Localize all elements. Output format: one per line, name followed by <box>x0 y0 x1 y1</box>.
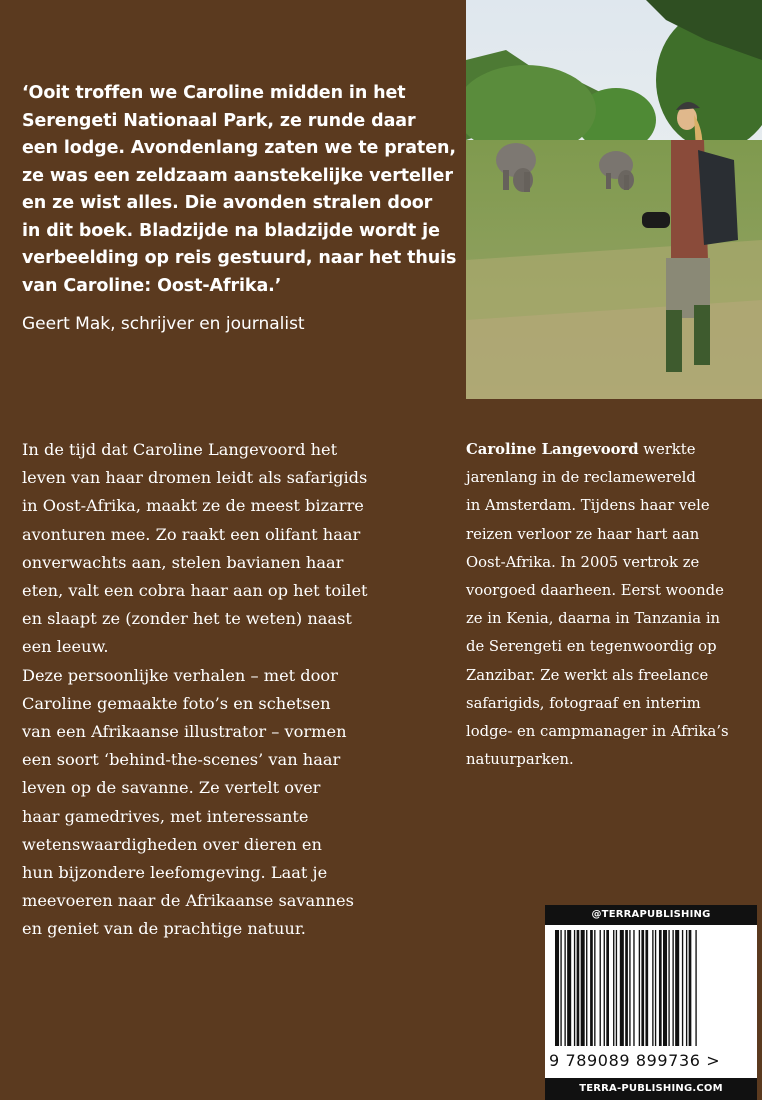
barcode-bar <box>652 930 653 1046</box>
description-line: in Oost-Afrika, maakt ze de meest bizarre <box>22 496 364 516</box>
barcode-bar <box>581 930 585 1046</box>
barcode-bar <box>613 930 614 1046</box>
description-line: en geniet van de prachtige natuur. <box>22 919 306 939</box>
isbn-arrow: > <box>706 1051 721 1070</box>
barcode-bar <box>586 930 587 1046</box>
bio-line: voorgoed daarheen. Eerst woonde <box>466 582 724 600</box>
barcode-bar <box>625 930 628 1046</box>
bio-line: reizen verloor ze haar hart aan <box>466 525 700 543</box>
barcode-bar <box>606 930 609 1046</box>
barcode-bar <box>639 930 640 1046</box>
bio-line: lodge- en campmanager in Afrika’s <box>466 723 729 741</box>
description-line: Caroline gemaakte foto’s en schetsen <box>22 693 331 713</box>
barcode-bar <box>590 930 593 1046</box>
quote-block <box>22 80 457 300</box>
publisher-website: TERRA-PUBLISHING.COM <box>545 1078 757 1100</box>
barcode-bar <box>633 930 634 1046</box>
description-line: wetenswaardigheden over dieren en <box>22 834 322 854</box>
quote-line: verbeelding op reis gestuurd, naar het thuis <box>22 248 457 268</box>
description-line: leven op de savanne. Ze vertelt over <box>22 778 321 798</box>
barcode-bar <box>600 930 601 1046</box>
social-handle: @TERRAPUBLISHING <box>545 905 757 925</box>
barcode-bar <box>682 930 683 1046</box>
barcode-panel <box>545 905 757 1100</box>
description-line: hun bijzondere leefomgeving. Laat je <box>22 863 328 883</box>
isbn-digits: 9 789089 899736 <box>549 1051 701 1070</box>
description-line: onverwachts aan, stelen bavianen haar <box>22 552 344 572</box>
bio-line: Zanzibar. Ze werkt als freelance <box>466 666 709 684</box>
description-line: een leeuw. <box>22 637 109 657</box>
quote-line: in dit boek. Bladzijde na bladzijde wordt je <box>22 220 440 241</box>
barcode-bar <box>663 930 667 1046</box>
description-line: haar gamedrives, met interessante <box>22 806 309 826</box>
barcode-bar <box>672 930 673 1046</box>
author-bio <box>466 436 762 774</box>
description-line: Deze persoonlijke verhalen – met door <box>22 665 338 685</box>
barcode-bar <box>659 930 662 1046</box>
barcode-bar <box>560 930 561 1046</box>
bio-line: in Amsterdam. Tijdens haar vele <box>466 497 710 515</box>
book-description <box>22 436 442 944</box>
bio-line: Oost-Afrika. In 2005 vertrok ze <box>466 553 700 571</box>
description-line: eten, valt een cobra haar aan op het toilet <box>22 581 368 601</box>
bio-line: jarenlang in de reclamewereld <box>466 469 696 487</box>
barcode-bar <box>668 930 669 1046</box>
bio-first-line <box>466 436 762 464</box>
barcode-bar <box>555 930 559 1046</box>
barcode-bar <box>695 930 696 1046</box>
bio-first-line-rest: werkte <box>638 441 696 458</box>
isbn-number <box>549 1051 755 1070</box>
barcode-bar <box>641 930 644 1046</box>
description-line: meevoeren naar de Afrikaanse savannes <box>22 891 354 911</box>
barcode-bar <box>686 930 687 1046</box>
barcode-bar <box>620 930 624 1046</box>
quote-line: ze was een zeldzaam aanstekelijke verteller <box>22 165 453 186</box>
barcode-bar <box>616 930 617 1046</box>
barcode-bar <box>689 930 692 1046</box>
description-line: leven van haar dromen leidt als safarigids <box>22 468 368 488</box>
barcode-bar <box>594 930 595 1046</box>
barcode-bar <box>604 930 605 1046</box>
quote-line: van Caroline: Oost-Afrika.’ <box>22 275 282 296</box>
quote-line: en ze wist alles. Die avonden stralen door <box>22 193 433 213</box>
photo-illustration <box>466 0 762 399</box>
barcode-image <box>551 930 751 1050</box>
barcode-bar <box>645 930 648 1046</box>
description-line: In de tijd dat Caroline Langevoord het <box>22 440 338 459</box>
quote-line: ‘Ooit troffen we Caroline midden in het <box>22 83 406 103</box>
barcode-bar <box>675 930 679 1046</box>
author-photo <box>466 0 762 399</box>
bio-line: de Serengeti en tegenwoordig op <box>466 638 717 656</box>
description-line: een soort ‘behind-the-scenes’ van haar <box>22 750 341 770</box>
barcode-bar <box>577 930 580 1046</box>
bio-line: ze in Kenia, daarna in Tanzania in <box>466 610 721 628</box>
barcode-bar <box>655 930 656 1046</box>
quote-line: Serengeti Nationaal Park, ze runde daar <box>22 110 416 131</box>
barcode-bar <box>574 930 575 1046</box>
barcode-bar <box>564 930 565 1046</box>
description-line: avonturen mee. Zo raakt een olifant haar <box>22 524 361 544</box>
quote-line: een lodge. Avondenlang zaten we te praten, <box>22 138 456 158</box>
barcode-bar <box>567 930 571 1046</box>
quote-attribution: Geert Mak, schrijver en journalist <box>22 314 305 334</box>
bio-line: safarigids, fotograaf en interim <box>466 694 701 712</box>
description-line: van een Afrikaanse illustrator – vormen <box>22 722 347 742</box>
description-line: en slaapt ze (zonder het te weten) naast <box>22 609 352 629</box>
bio-line: natuurparken. <box>466 751 574 769</box>
author-name: Caroline Langevoord <box>466 441 639 458</box>
barcode-bar <box>629 930 630 1046</box>
